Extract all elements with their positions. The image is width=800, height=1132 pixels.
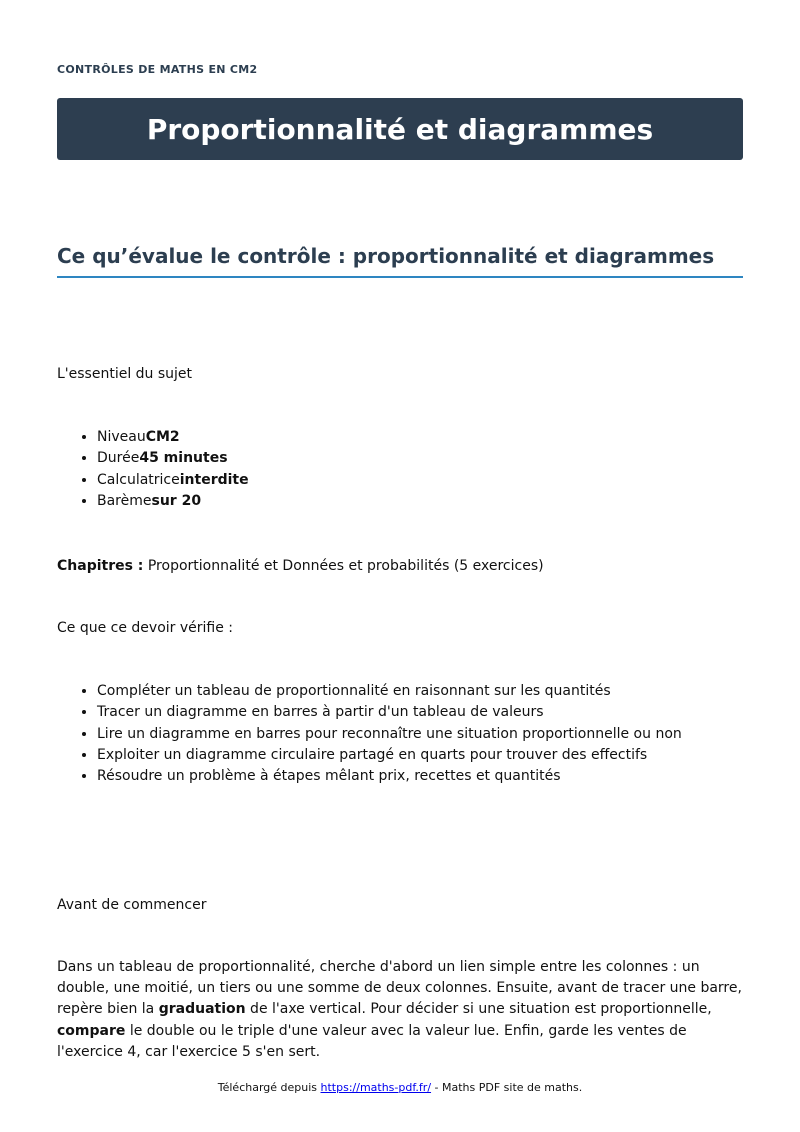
item-label: Barème [97, 492, 152, 509]
item-value: 45 minutes [139, 450, 228, 467]
list-item [97, 491, 249, 512]
item-label: Niveau [97, 429, 146, 445]
chapters-line [57, 556, 544, 577]
checks-heading: Ce que ce devoir vérifie : [57, 620, 234, 636]
list-item [97, 470, 249, 491]
advice-paragraph [57, 957, 743, 1063]
footer-link[interactable]: https://maths-pdf.fr/ [320, 1081, 432, 1094]
before-heading: Avant de commencer [57, 897, 207, 913]
advice-text: le double ou le triple d'une valeur avec la valeur lue. Enfin, garde les ventes de l'exercice 4, car l'exercice 5 s'en sert. [57, 1022, 687, 1060]
list-item: • Tracer un diagramme en barres à partir d'un tableau de valeurs [97, 702, 682, 723]
list-item: • Résoudre un problème à étapes mêlant prix, recettes et quantités [97, 766, 682, 787]
item-label: Durée [97, 450, 140, 467]
list-item: • Lire un diagramme en barres pour reconnaître une situation proportionnelle ou non [97, 724, 682, 745]
essentials-list [57, 427, 249, 512]
item-value: interdite [179, 471, 249, 488]
list-item [97, 448, 249, 469]
advice-emphasis: graduation [158, 1001, 246, 1018]
item-value: sur 20 [151, 492, 202, 509]
checks-list [57, 681, 682, 787]
advice-text: de l'axe vertical. Pour décider si une situation est proportionnelle, [245, 1001, 712, 1018]
page-title: Proportionnalité et diagrammes [146, 112, 654, 146]
footer-prefix: Téléchargé depuis [217, 1081, 321, 1094]
list-item [97, 427, 249, 448]
chapters-text: Proportionnalité et Données et probabilités (5 exercices) [143, 558, 544, 574]
list-item: • Exploiter un diagramme circulaire partagé en quarts pour trouver des effectifs [97, 745, 682, 766]
advice-text: Dans un tableau de proportionnalité, cherche d'abord un lien simple entre les colonnes : un double, une moitié, un tiers ou une somme de deux colonnes. Ensuite, avant de tracer une barre, repère bien la [57, 959, 742, 1018]
item-value: CM2 [145, 429, 180, 445]
title-banner [57, 98, 743, 160]
item-label: Calculatrice [97, 471, 180, 488]
advice-emphasis: compare [57, 1022, 126, 1039]
list-item: • Compléter un tableau de proportionnalité en raisonnant sur les quantités [97, 681, 682, 702]
section-heading: Ce qu’évalue le contrôle : proportionnalité et diagrammes [57, 244, 743, 278]
page-footer [0, 1081, 800, 1094]
chapters-label: Chapitres : [57, 558, 144, 574]
footer-suffix: - Maths PDF site de maths. [431, 1081, 583, 1094]
page-kicker: CONTRÔLES DE MATHS EN CM2 [57, 63, 258, 76]
essentials-heading: L'essentiel du sujet [57, 366, 193, 382]
